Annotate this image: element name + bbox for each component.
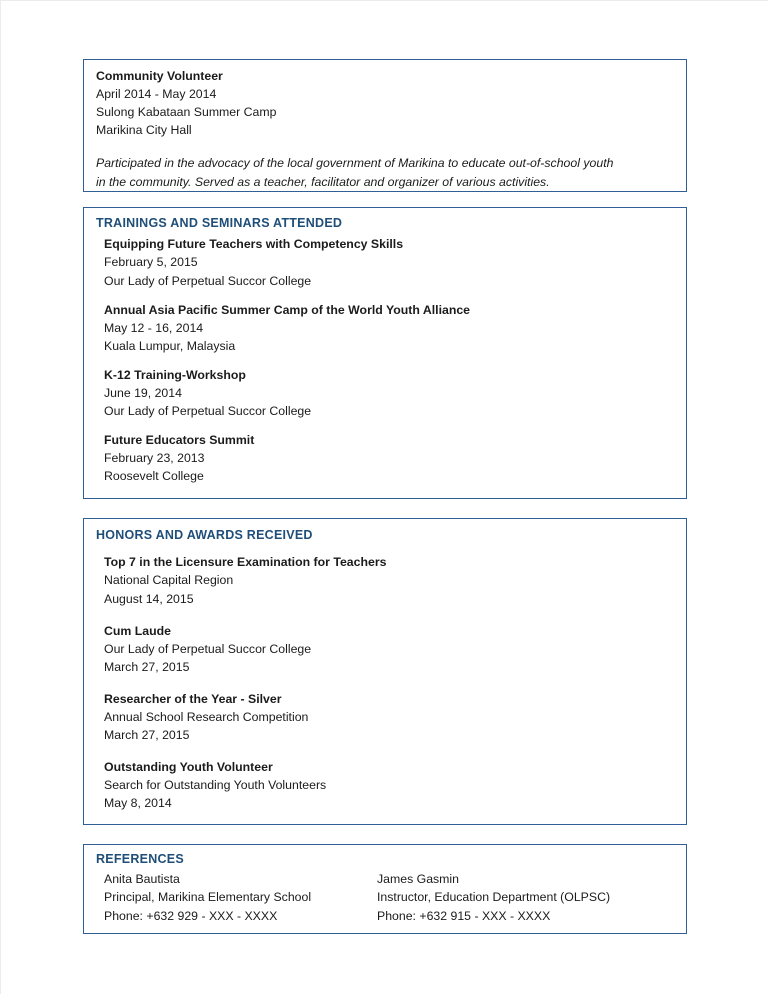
honors-block	[83, 518, 687, 825]
training-entry	[96, 235, 674, 289]
volunteer-entry	[96, 67, 674, 139]
training-date: February 23, 2013	[104, 451, 205, 465]
honor-title: Cum Laude	[104, 623, 171, 638]
honor-detail: Our Lady of Perpetual Succor College	[104, 641, 312, 656]
honors-heading: HONORS AND AWARDS RECEIVED	[96, 528, 313, 542]
reference-name: James Gasmin	[377, 872, 460, 887]
training-entry	[96, 431, 674, 485]
training-title: Equipping Future Teachers with Competency Skills	[104, 237, 404, 252]
training-entry	[96, 366, 674, 420]
volunteer-date: April 2014 - May 2014	[96, 87, 217, 102]
honor-title: Top 7 in the Licensure Examination for Teachers	[104, 555, 387, 570]
honor-detail: Search for Outstanding Youth Volunteers	[104, 778, 327, 792]
trainings-content	[84, 208, 686, 494]
training-title: K-12 Training-Workshop	[104, 367, 246, 382]
training-venue: Our Lady of Perpetual Succor College	[104, 273, 312, 288]
reference-name: Anita Bautista	[104, 872, 180, 887]
trainings-block	[83, 207, 687, 499]
community-volunteer-content	[84, 60, 686, 200]
volunteer-description-line-1: Participated in the advocacy of the local government of Marikina to educate out-of-school youth	[96, 156, 614, 171]
reference-phone: Phone: +632 929 - XXX - XXXX	[104, 908, 278, 923]
honor-entry	[96, 553, 674, 607]
training-date: May 12 - 16, 2014	[104, 320, 204, 335]
training-venue: Kuala Lumpur, Malaysia	[104, 338, 236, 353]
training-venue: Roosevelt College	[104, 469, 204, 484]
training-date: June 19, 2014	[104, 385, 182, 400]
training-date: February 5, 2015	[104, 255, 198, 270]
references-content	[84, 845, 686, 934]
honor-detail: Annual School Research Competition	[104, 709, 309, 724]
reference-person	[104, 870, 377, 924]
references-heading: REFERENCES	[96, 852, 184, 866]
volunteer-description	[96, 154, 668, 191]
honor-date: March 27, 2015	[104, 659, 190, 674]
training-title: Future Educators Summit	[104, 432, 255, 447]
honor-title: Outstanding Youth Volunteer	[104, 759, 273, 774]
references-block	[83, 844, 687, 934]
honor-entry	[96, 758, 674, 812]
volunteer-title: Community Volunteer	[96, 69, 223, 83]
training-title: Annual Asia Pacific Summer Camp of the World Youth Alliance	[104, 302, 471, 317]
honor-title: Researcher of the Year - Silver	[104, 691, 282, 706]
reference-position: Principal, Marikina Elementary School	[104, 890, 312, 905]
honor-entry	[96, 622, 674, 676]
honor-date: August 14, 2015	[104, 591, 194, 606]
community-volunteer-block	[83, 59, 687, 192]
honor-detail: National Capital Region	[104, 573, 234, 588]
honor-date: March 27, 2015	[104, 727, 190, 742]
honor-entry	[96, 690, 674, 744]
references-grid	[96, 870, 674, 924]
volunteer-location: Marikina City Hall	[96, 123, 192, 138]
reference-phone: Phone: +632 915 - XXX - XXXX	[377, 908, 551, 923]
honor-date: May 8, 2014	[104, 796, 172, 811]
volunteer-organization: Sulong Kabataan Summer Camp	[96, 105, 277, 120]
reference-position: Instructor, Education Department (OLPSC)	[377, 890, 611, 905]
volunteer-description-line-2: in the community. Served as a teacher, facilitator and organizer of various activities.	[96, 174, 550, 189]
training-venue: Our Lady of Perpetual Succor College	[104, 403, 312, 418]
training-entry	[96, 301, 674, 355]
trainings-heading: TRAININGS AND SEMINARS ATTENDED	[96, 216, 343, 230]
honors-content	[84, 519, 686, 821]
reference-person	[377, 870, 610, 924]
